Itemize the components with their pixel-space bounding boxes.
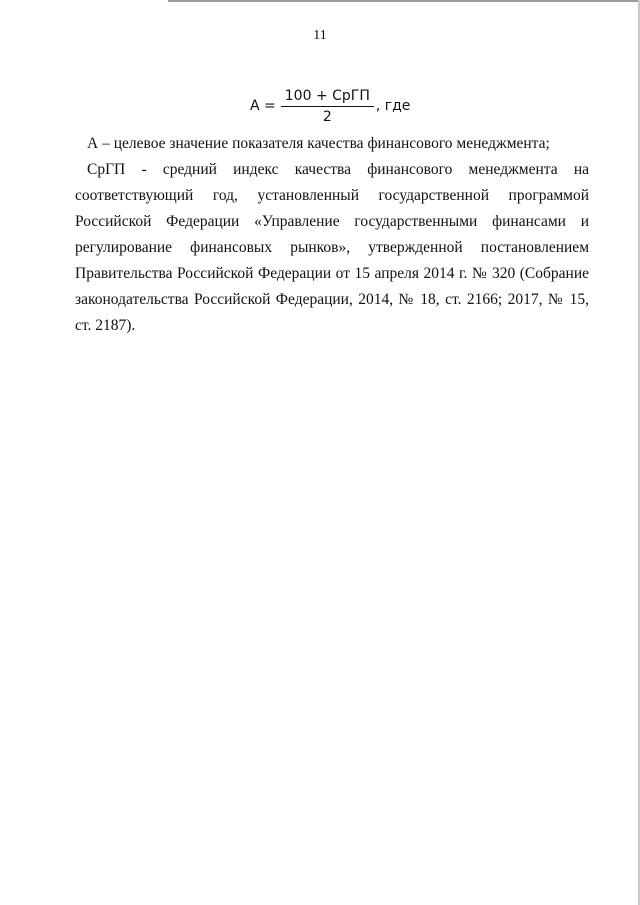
scan-top-edge [168,0,640,2]
definition-srgp: СрГП - средний индекс качества финансового менеджмента на соответствующий год, установленный государственной программой Российской Федерации «Управление государственными финансами и регулирование финансовых рынков», утвержденной постановлением Правительства Российской Федерации от 15 апреля 2014 г. № 320 (Собрание законодательства Российской Федерации, 2014, № 18, ст. 2166; 2017, № 15, ст. 2187). [75,161,589,334]
page-number: 11 [313,28,327,43]
formula-tail: , где [375,98,411,114]
formula-fraction [281,88,374,125]
formula-lhs: A = [250,98,276,114]
formula-denominator: 2 [322,108,332,125]
formula [250,83,410,129]
formula-numerator: 100 + СрГП [281,88,374,107]
definition-a: А – целевое значение показателя качества финансового менеджмента; [87,135,550,152]
definitions-block [75,131,589,339]
